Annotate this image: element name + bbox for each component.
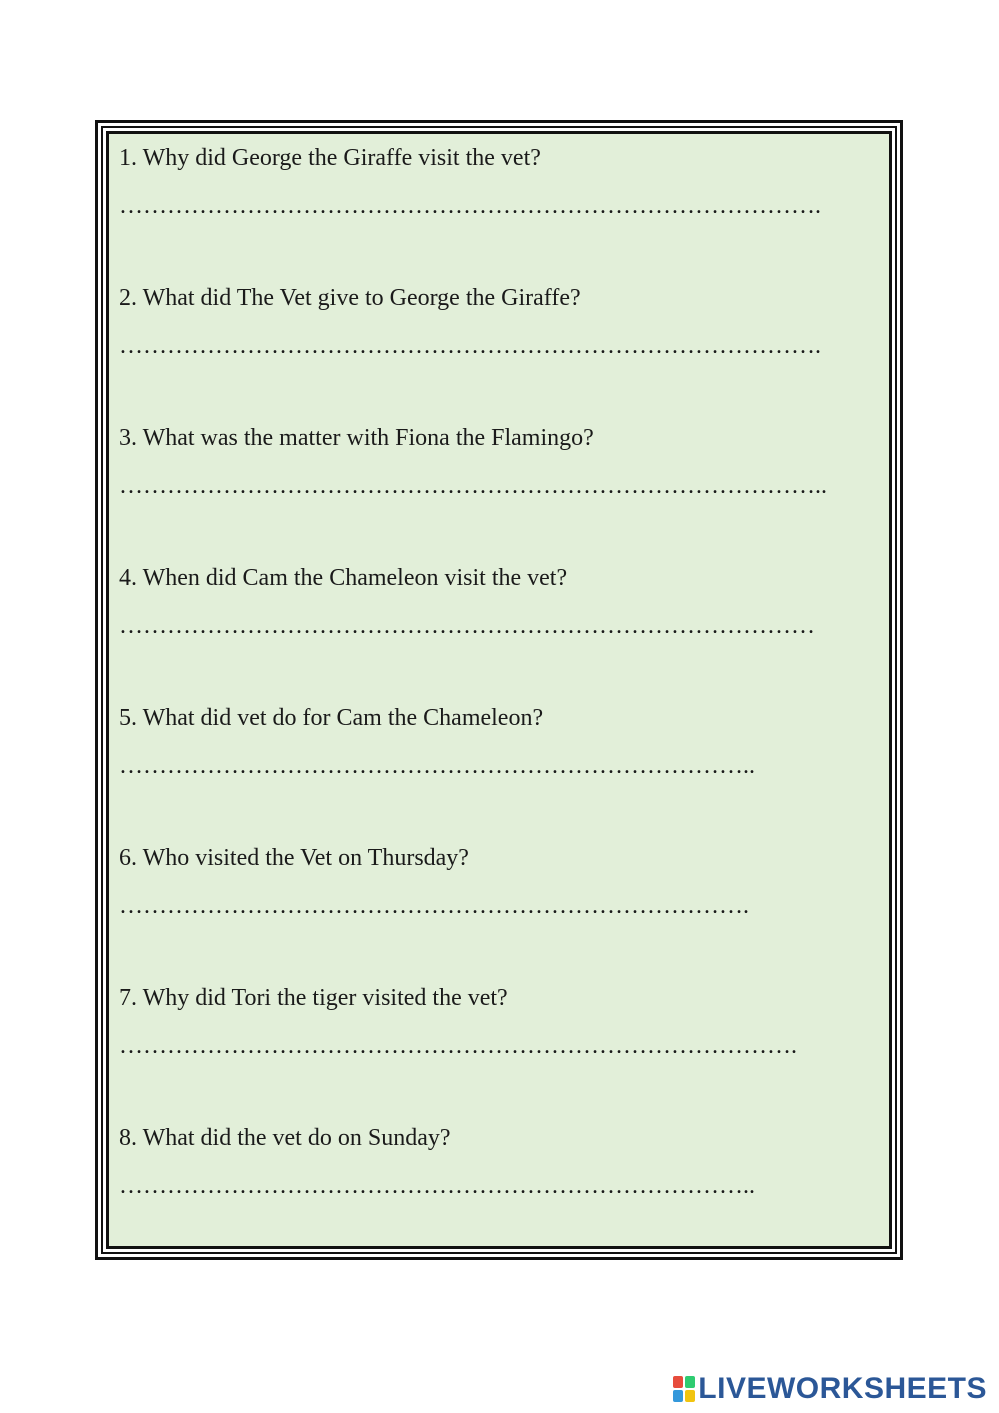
- question-list: [119, 142, 879, 1262]
- question-item: [119, 282, 879, 422]
- worksheet-panel: [106, 131, 892, 1249]
- question-text: 8. What did the vet do on Sunday?: [119, 1125, 451, 1151]
- logo-mark-cell: [685, 1376, 695, 1388]
- answer-line[interactable]: ……………………………………………………………………..: [119, 1173, 755, 1199]
- answer-line[interactable]: …………………………………………………………………………….: [119, 333, 821, 359]
- question-text: 7. Why did Tori the tiger visited the vet?: [119, 985, 508, 1011]
- logo-text: LIVEWORKSHEETS: [698, 1372, 987, 1405]
- answer-line[interactable]: …………………………………………………………………….: [119, 893, 749, 919]
- question-text: 3. What was the matter with Fiona the Flamingo?: [119, 425, 594, 451]
- answer-line[interactable]: ……………………………………………………………………..: [119, 753, 755, 779]
- question-item: [119, 982, 879, 1122]
- answer-line[interactable]: ………………………………………………………………………….: [119, 1033, 797, 1059]
- answer-line[interactable]: ……………………………………………………………………………: [119, 613, 815, 639]
- liveworksheets-logo[interactable]: [673, 1373, 987, 1405]
- question-item: [119, 142, 879, 282]
- logo-mark-cell: [685, 1390, 695, 1402]
- question-text: 1. Why did George the Giraffe visit the vet?: [119, 145, 541, 171]
- question-item: [119, 562, 879, 702]
- question-text: 5. What did vet do for Cam the Chameleon?: [119, 705, 544, 731]
- question-text: 2. What did The Vet give to George the Giraffe?: [119, 285, 581, 311]
- logo-mark-cell: [673, 1390, 683, 1402]
- question-item: [119, 422, 879, 562]
- logo-mark-cell: [673, 1376, 683, 1388]
- question-item: [119, 842, 879, 982]
- answer-line[interactable]: …………………………………………………………………………….: [119, 193, 821, 219]
- worksheet-frame-middle: [101, 126, 897, 1254]
- answer-line[interactable]: ……………………………………………………………………………..: [119, 473, 827, 499]
- logo-mark-icon: [673, 1376, 695, 1402]
- question-item: [119, 1122, 879, 1262]
- question-item: [119, 702, 879, 842]
- question-text: 4. When did Cam the Chameleon visit the vet?: [119, 565, 568, 591]
- question-text: 6. Who visited the Vet on Thursday?: [119, 845, 469, 871]
- worksheet-frame: [95, 120, 903, 1260]
